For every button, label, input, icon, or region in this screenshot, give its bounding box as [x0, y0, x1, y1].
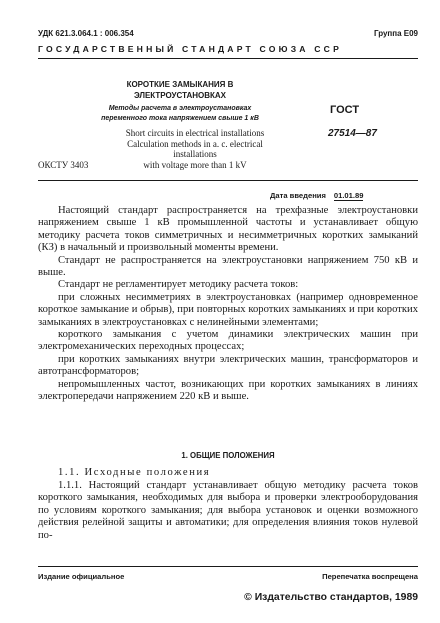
document-title [110, 79, 250, 101]
copyright-notice: © Издательство стандартов, 1989 [244, 592, 418, 603]
organization-banner: ГОСУДАРСТВЕННЫЙ СТАНДАРТ СОЮЗА ССР [38, 44, 343, 54]
subtitle-line-1: Методы расчета в электроустановках [108, 105, 252, 112]
reprint-prohibited-note: Перепечатка воспрещена [322, 572, 418, 581]
okstu-code: ОКСТУ 3403 [38, 160, 89, 170]
paragraph: короткого замыкания с учетом динамики электрических машин при электромеханических переходных процессах; [38, 329, 418, 353]
title-line-2: ЭЛЕКТРОУСТАНОВКАХ [133, 91, 227, 100]
subsection-heading: 1.1. Исходные положения [58, 467, 211, 478]
title-line-1: КОРОТКИЕ ЗАМЫКАНИЯ В [126, 80, 234, 89]
footer-rule [38, 566, 418, 567]
paragraph: непромышленных частот, возникающих при коротких замыканиях в линиях электропередачи напряжением 220 кВ и выше. [38, 378, 418, 403]
english-line-1: Short circuits in electrical installations [125, 128, 265, 138]
official-edition-note: Издание официальное [38, 572, 125, 581]
title-block-rule [38, 180, 418, 181]
effective-date-label: Дата введения [270, 191, 326, 200]
english-title [110, 128, 280, 170]
header-rule [38, 58, 418, 59]
document-subtitle [95, 104, 265, 123]
paragraph: при сложных несимметриях в электроустановках (например одновременное короткое замыкание и обрыв), при повторных коротких замыканиях и при коротких замыканиях в электроустановках с нелинейными элементами; [38, 291, 418, 328]
paragraph: Стандарт не распространяется на электроустановки напряжением 750 кВ и выше. [38, 254, 418, 279]
english-line-2: Calculation methods in a. c. electrical installations [127, 138, 263, 159]
english-line-3: with voltage more than 1 kV [143, 159, 247, 170]
paragraph: Стандарт не регламентирует методику расчета токов: [58, 279, 299, 291]
group-code: Группа Е09 [373, 29, 418, 38]
section-title: 1. ОБЩИЕ ПОЛОЖЕНИЯ [181, 451, 275, 460]
gost-number: 27514—87 [328, 128, 377, 139]
scope-text [38, 205, 418, 404]
effective-date [270, 191, 363, 201]
effective-date-value: 01.01.89 [333, 191, 364, 200]
clause-text: 1.1.1. Настоящий стандарт устанавливает общую методику расчета токов короткого замыкания, необходимых для выбора и проверки электрооборудования по условиям короткого замыкания; для выбора установок и оценки возможного действия релейной защиты и автоматики; для определения влияния токов нулевой по- [38, 480, 418, 541]
paragraph: при коротких замыканиях внутри электрических машин, трансформаторов и автотрансформаторов; [38, 353, 418, 378]
subtitle-line-2: переменного тока напряжением свыше 1 кВ [101, 114, 259, 122]
paragraph: Настоящий стандарт распространяется на трехфазные электроустановки напряжением свыше 1 кВ промышленной частоты и устанавливает общую методику расчета токов симметричных и несимметричных коротких замыканий (КЗ) в начальный и произвольный моменты времени. [38, 205, 418, 254]
udk-code: УДК 621.3.064.1 : 006.354 [38, 29, 134, 38]
gost-label: ГОСТ [330, 104, 360, 116]
